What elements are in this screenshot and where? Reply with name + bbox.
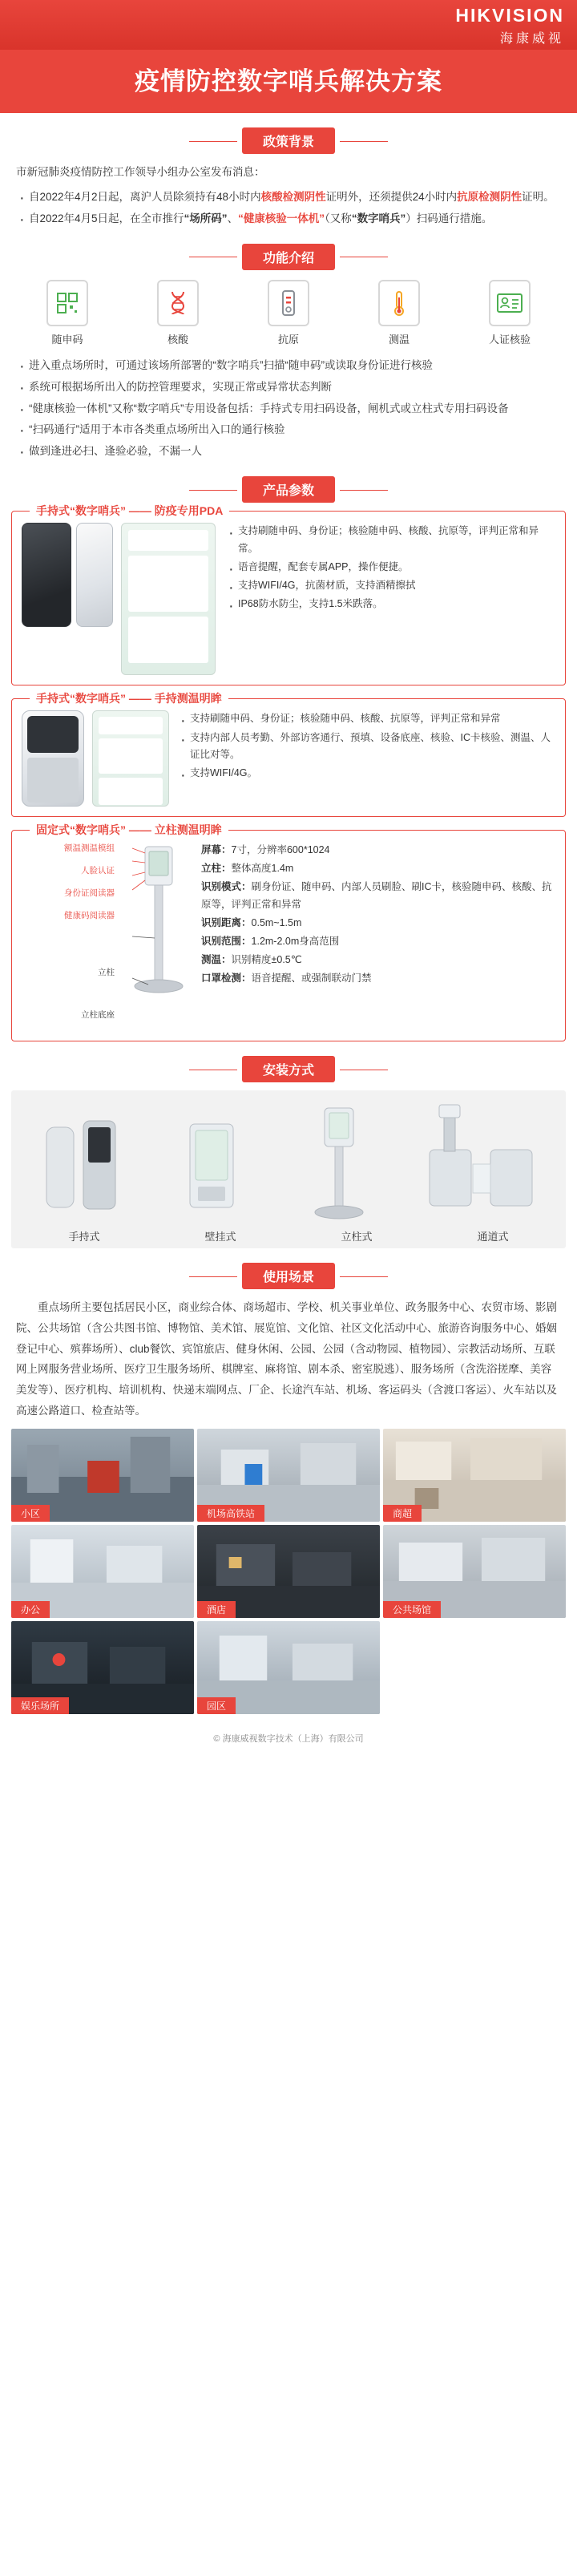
list-item: · 支持内部人员考勤、外部访客通行、预填、设备底座、核验、IC卡核验、测温、人证比对等。 (177, 730, 555, 764)
scene-tile-empty (383, 1621, 566, 1714)
scene-caption: 园区 (197, 1697, 236, 1714)
install-caption: 通道式 (477, 1231, 509, 1244)
handheld-spec-text (177, 710, 555, 787)
section-pill-function: 功能介绍 (242, 244, 335, 270)
function-icon-cell (356, 280, 442, 346)
section-heading-install (0, 1056, 577, 1082)
policy-bullet-list (16, 188, 561, 229)
list-item: · 支持刷随申码、身份证；核验随申码、核酸、抗原等，评判正常和异常。 (225, 523, 555, 557)
scenes-paragraph: 重点场所主要包括居民小区，商业综合体、商场超市、学校、机关事业单位、政务服务中心、农贸市场、影剧院、公共场馆（含公共图书馆、博物馆、美术馆、展览馆、文化馆、社区文化活动中心、旅游咨询服务中心、婚姻登记中心、殡葬场所）、club餐饮、宾馆旅店、健身休闲、公园、公园（含动物园、植物园）、宗教活动场所、互联网上网服务营业场所、医疗卫生服务场所、棋牌室、麻将馆、剧本杀、密室脱逃）、服务场所（含洗浴搓摩、美容美发等）、医疗机构、培训机构、快递末端网点、厂企、长途汽车站、机场、客运码头（含渡口客运）、火车站以及高速公路道口、检查站等。 (16, 1301, 557, 1417)
pillar-label: 额温测温模组 (64, 843, 115, 854)
spec-key: 识别距离： (201, 916, 252, 928)
install-caption-row (16, 1228, 561, 1244)
product-card-title: 手持式“数字哨兵” —— 手持测温明眸 (30, 690, 228, 706)
section-pill-policy: 政策背景 (242, 127, 335, 154)
function-icon-row (24, 280, 553, 346)
list-item: · 语音提醒，配套专属APP，操作便捷。 (225, 559, 555, 576)
list-item: · 支持WIFI/4G，抗菌材质，支持酒精擦拭 (225, 577, 555, 594)
scene-caption: 办公 (11, 1601, 50, 1618)
suishenma-icon (46, 280, 88, 326)
function-icon-cell (24, 280, 111, 346)
spec-key: 立柱： (201, 863, 232, 875)
list-item: · 做到逢进必扫、逢验必验，不漏一人 (16, 442, 561, 462)
pillar-label: 人脸认证 (81, 866, 115, 876)
pillar-spec-text (201, 842, 555, 988)
function-icon-label: 核酸 (167, 333, 188, 346)
scene-caption: 小区 (11, 1505, 50, 1522)
brand-name-cn: 海康威视 (499, 32, 564, 46)
scene-tile-airport (197, 1429, 380, 1522)
scene-tile-hotel (197, 1525, 380, 1618)
spec-value: 整体高度1.4m (231, 863, 294, 875)
scene-tile-office (11, 1525, 194, 1618)
pda-device-figures (22, 523, 113, 627)
install-caption: 壁挂式 (204, 1231, 236, 1244)
spec-value: 语音提醒、或强制联动门禁 (251, 972, 372, 984)
scene-caption: 酒店 (197, 1601, 236, 1618)
page-title: 疫情防控数字哨兵解决方案 (135, 67, 442, 95)
product-card-title: 固定式“数字哨兵” —— 立柱测温明眸 (30, 822, 228, 838)
product-card-pillar (11, 823, 566, 1041)
scene-caption: 机场高铁站 (197, 1505, 264, 1522)
spec-key: 屏幕： (201, 844, 232, 856)
function-icon-cell (466, 280, 553, 346)
function-icon-label: 人证核验 (488, 333, 531, 346)
pillar-label: 立柱 (98, 968, 115, 978)
pda-spec-text (225, 523, 555, 617)
antigen-icon (268, 280, 309, 326)
scene-tile-park (197, 1621, 380, 1714)
spec-key: 口罩检测： (201, 972, 252, 984)
function-bullet-list (16, 356, 561, 463)
spec-value: 识别精度±0.5℃ (231, 953, 302, 965)
install-caption: 手持式 (68, 1231, 100, 1244)
list-item: · 系统可根据场所出入的防控管理要求，实现正常或异常状态判断 (16, 378, 561, 398)
hikvision-logo (455, 5, 564, 47)
brand-name-en: HIKVISION (455, 5, 564, 26)
pda-screen-image (121, 523, 217, 675)
scene-tile-entertainment (11, 1621, 194, 1714)
spec-row (201, 933, 555, 951)
spec-value: 0.5m~1.5m (251, 916, 302, 928)
section-heading-scenes (0, 1263, 577, 1289)
product-card-body (22, 842, 555, 1031)
install-gate-image (422, 1102, 542, 1222)
install-handheld-image (35, 1110, 131, 1222)
list-item: · 进入重点场所时，可通过该场所部署的“数字哨兵”扫描“随申码”或读取身份证进行核验 (16, 356, 561, 376)
list-item: · IP68防水防尘，支持1.5米跌落。 (225, 596, 555, 613)
product-card-body (22, 523, 555, 675)
thermometer-icon (378, 280, 420, 326)
install-pillar-image (296, 1102, 384, 1222)
scene-caption: 娱乐场所 (11, 1697, 69, 1714)
spec-key: 测温： (201, 953, 232, 965)
product-card-handheld-temp (11, 692, 566, 817)
install-panel (11, 1090, 566, 1248)
policy-body (0, 162, 577, 229)
section-pill-install: 安装方式 (242, 1056, 335, 1082)
install-caption: 立柱式 (341, 1231, 373, 1244)
function-icon-cell (135, 280, 221, 346)
scenes-body (0, 1297, 577, 1421)
spec-row (201, 842, 555, 859)
scene-tile-community (11, 1429, 194, 1522)
list-item: · “扫码通行”适用于本市各类重点场所出入口的通行核验 (16, 420, 561, 440)
pda-front-image (22, 523, 71, 627)
function-icon-label: 抗原 (277, 333, 299, 346)
section-heading-product (0, 476, 577, 503)
scene-tile-mall (383, 1429, 566, 1522)
product-card-body (22, 710, 555, 807)
handheld-bullet-list (177, 710, 555, 782)
spec-row (201, 860, 555, 878)
list-item: · 自2022年4月2日起，离沪人员除须持有48小时内核酸检测阴性证明外，还须提供24小时内抗原检测阴性证明。 (16, 188, 561, 208)
function-body (0, 356, 577, 463)
scene-tile-public-venue (383, 1525, 566, 1618)
list-item: · 自2022年4月5日起，在全市推行“场所码”、“健康核验一体机”（又称“数字哨兵”）扫码通行措施。 (16, 209, 561, 229)
pillar-diagram (22, 842, 193, 1031)
pillar-spec-list (201, 842, 555, 987)
spec-key: 识别模式： (201, 881, 252, 893)
handheld-screen-image (92, 710, 169, 807)
brand-bar (0, 0, 577, 50)
section-heading-function (0, 244, 577, 270)
spec-value: 刷身份证、随申码、内部人员刷脸、刷IC卡，核验随申码、核酸、抗原等，评判正常和异常 (201, 881, 552, 911)
list-item: · 支持WIFI/4G。 (177, 765, 555, 782)
title-band (0, 50, 577, 113)
spec-row (201, 879, 555, 914)
product-card-title: 手持式“数字哨兵” —— 防疫专用PDA (30, 503, 229, 519)
pillar-label: 立柱底座 (81, 1010, 115, 1021)
install-wall-mounted-image (169, 1110, 257, 1222)
product-card-pda (11, 504, 566, 685)
section-pill-product: 产品参数 (242, 476, 335, 503)
id-card-icon (489, 280, 531, 326)
scene-grid (11, 1429, 566, 1618)
list-item: · 支持刷随申码、身份证；核验随申码、核酸、抗原等，评判正常和异常 (177, 710, 555, 727)
pillar-label-list (22, 842, 118, 1031)
handheld-device-image (22, 710, 84, 807)
dna-icon (157, 280, 199, 326)
scene-grid-row3 (11, 1621, 566, 1714)
scene-caption: 公共场馆 (383, 1601, 441, 1618)
pillar-label: 身份证阅读器 (64, 888, 115, 899)
function-icon-label: 测温 (388, 333, 410, 346)
list-item: · “健康核验一体机”又称“数字哨兵”专用设备包括：手持式专用扫码设备，闸机式或立柱式专用扫码设备 (16, 399, 561, 419)
spec-value: 1.2m-2.0m身高范围 (251, 935, 340, 947)
pillar-label: 健康码阅读器 (64, 911, 115, 921)
policy-lead: 市新冠肺炎疫情防控工作领导小组办公室发布消息： (16, 166, 265, 178)
section-heading-policy (0, 127, 577, 154)
spec-key: 识别范围： (201, 935, 252, 947)
function-icon-label: 随申码 (51, 333, 83, 346)
spec-row (201, 915, 555, 932)
function-icon-cell (245, 280, 332, 346)
pillar-device-image (124, 842, 193, 1031)
install-image-row (16, 1102, 561, 1222)
spec-row (201, 970, 555, 988)
pda-bullet-list (225, 523, 555, 613)
section-pill-scenes: 使用场景 (242, 1263, 335, 1289)
footer-copyright: © 海康威视数字技术（上海）有限公司 (213, 1734, 364, 1745)
pda-side-image (76, 523, 113, 627)
scene-caption: 商超 (383, 1505, 422, 1522)
spec-value: 7寸，分辨率600*1024 (231, 844, 330, 856)
spec-row (201, 952, 555, 969)
